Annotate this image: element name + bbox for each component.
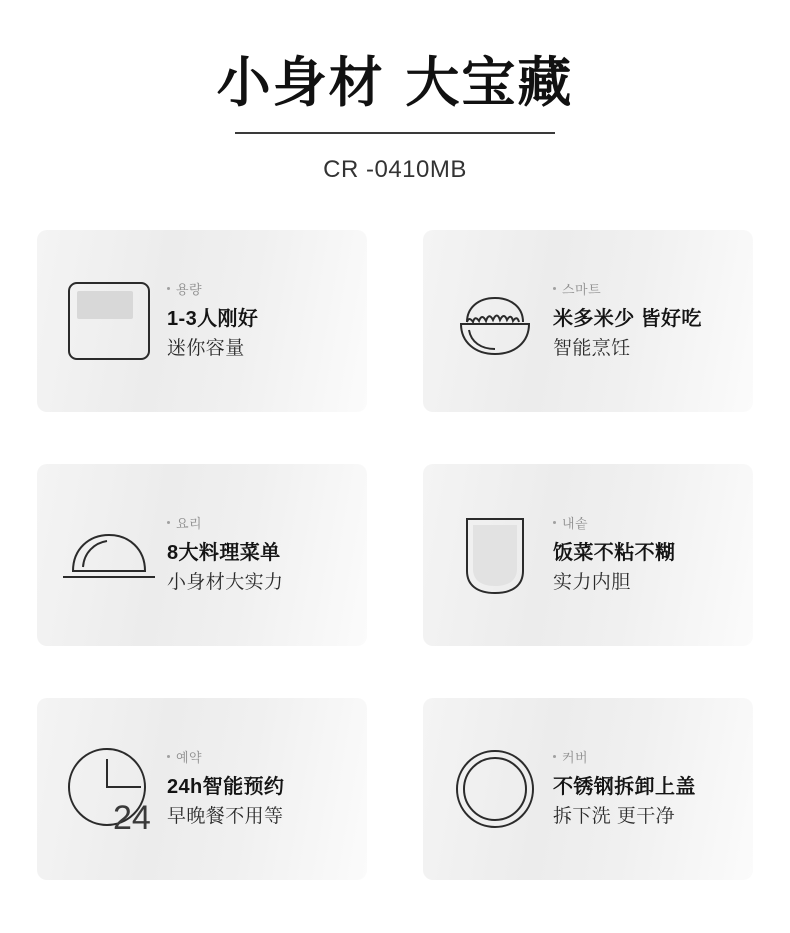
feature-subline: 拆下洗 更干净 [553,806,676,828]
feature-kicker-label: 예약 [176,750,203,766]
feature-headline: 米多米少 皆好吃 [553,308,702,331]
dome-menu-icon [55,501,163,609]
feature-subline: 智能烹饪 [553,338,631,360]
clock-24h-icon [55,735,163,843]
feature-kicker [167,279,353,298]
feature-text [549,513,739,597]
feature-text [549,279,739,363]
feature-kicker [167,513,353,532]
svg-text:24: 24 [113,799,151,838]
feature-card [37,698,367,880]
bullet-dot-icon [167,755,170,758]
bullet-dot-icon [553,287,556,290]
feature-headline: 1-3人刚好 [167,308,259,331]
feature-text [549,747,739,831]
feature-headline: 不锈钢拆卸上盖 [553,776,696,799]
bullet-dot-icon [167,521,170,524]
feature-subline: 小身材大实力 [167,572,284,594]
rice-cooker-capacity-icon [55,267,163,375]
bullet-dot-icon [167,287,170,290]
feature-headline: 24h智能预约 [167,776,285,799]
feature-card [423,464,753,646]
title-underline [235,132,555,134]
feature-kicker-label: 내솥 [562,516,589,532]
round-lid-icon [441,735,549,843]
feature-kicker [167,747,353,766]
bullet-dot-icon [553,521,556,524]
feature-headline: 8大料理菜单 [167,542,281,565]
feature-kicker-label: 용량 [176,282,203,298]
feature-subline: 实力内胆 [553,572,631,594]
feature-subline: 早晚餐不用等 [167,806,284,828]
feature-card [423,698,753,880]
inner-pot-icon [441,501,549,609]
feature-grid [37,230,753,880]
feature-text [163,279,353,363]
feature-kicker [553,279,739,298]
feature-kicker [553,513,739,532]
feature-card [37,230,367,412]
feature-card [423,230,753,412]
model-number: CR -0410MB [323,156,467,184]
feature-kicker [553,747,739,766]
page-title: 小身材 大宝藏 [216,51,574,114]
feature-kicker-label: 요리 [176,516,203,532]
bullet-dot-icon [553,755,556,758]
feature-text [163,747,353,831]
page-header [0,0,790,184]
feature-kicker-label: 커버 [562,750,589,766]
feature-text [163,513,353,597]
feature-headline: 饭菜不粘不糊 [553,542,676,565]
feature-card [37,464,367,646]
feature-subline: 迷你容量 [167,338,245,360]
feature-kicker-label: 스마트 [562,282,602,298]
rice-bowl-icon [441,267,549,375]
